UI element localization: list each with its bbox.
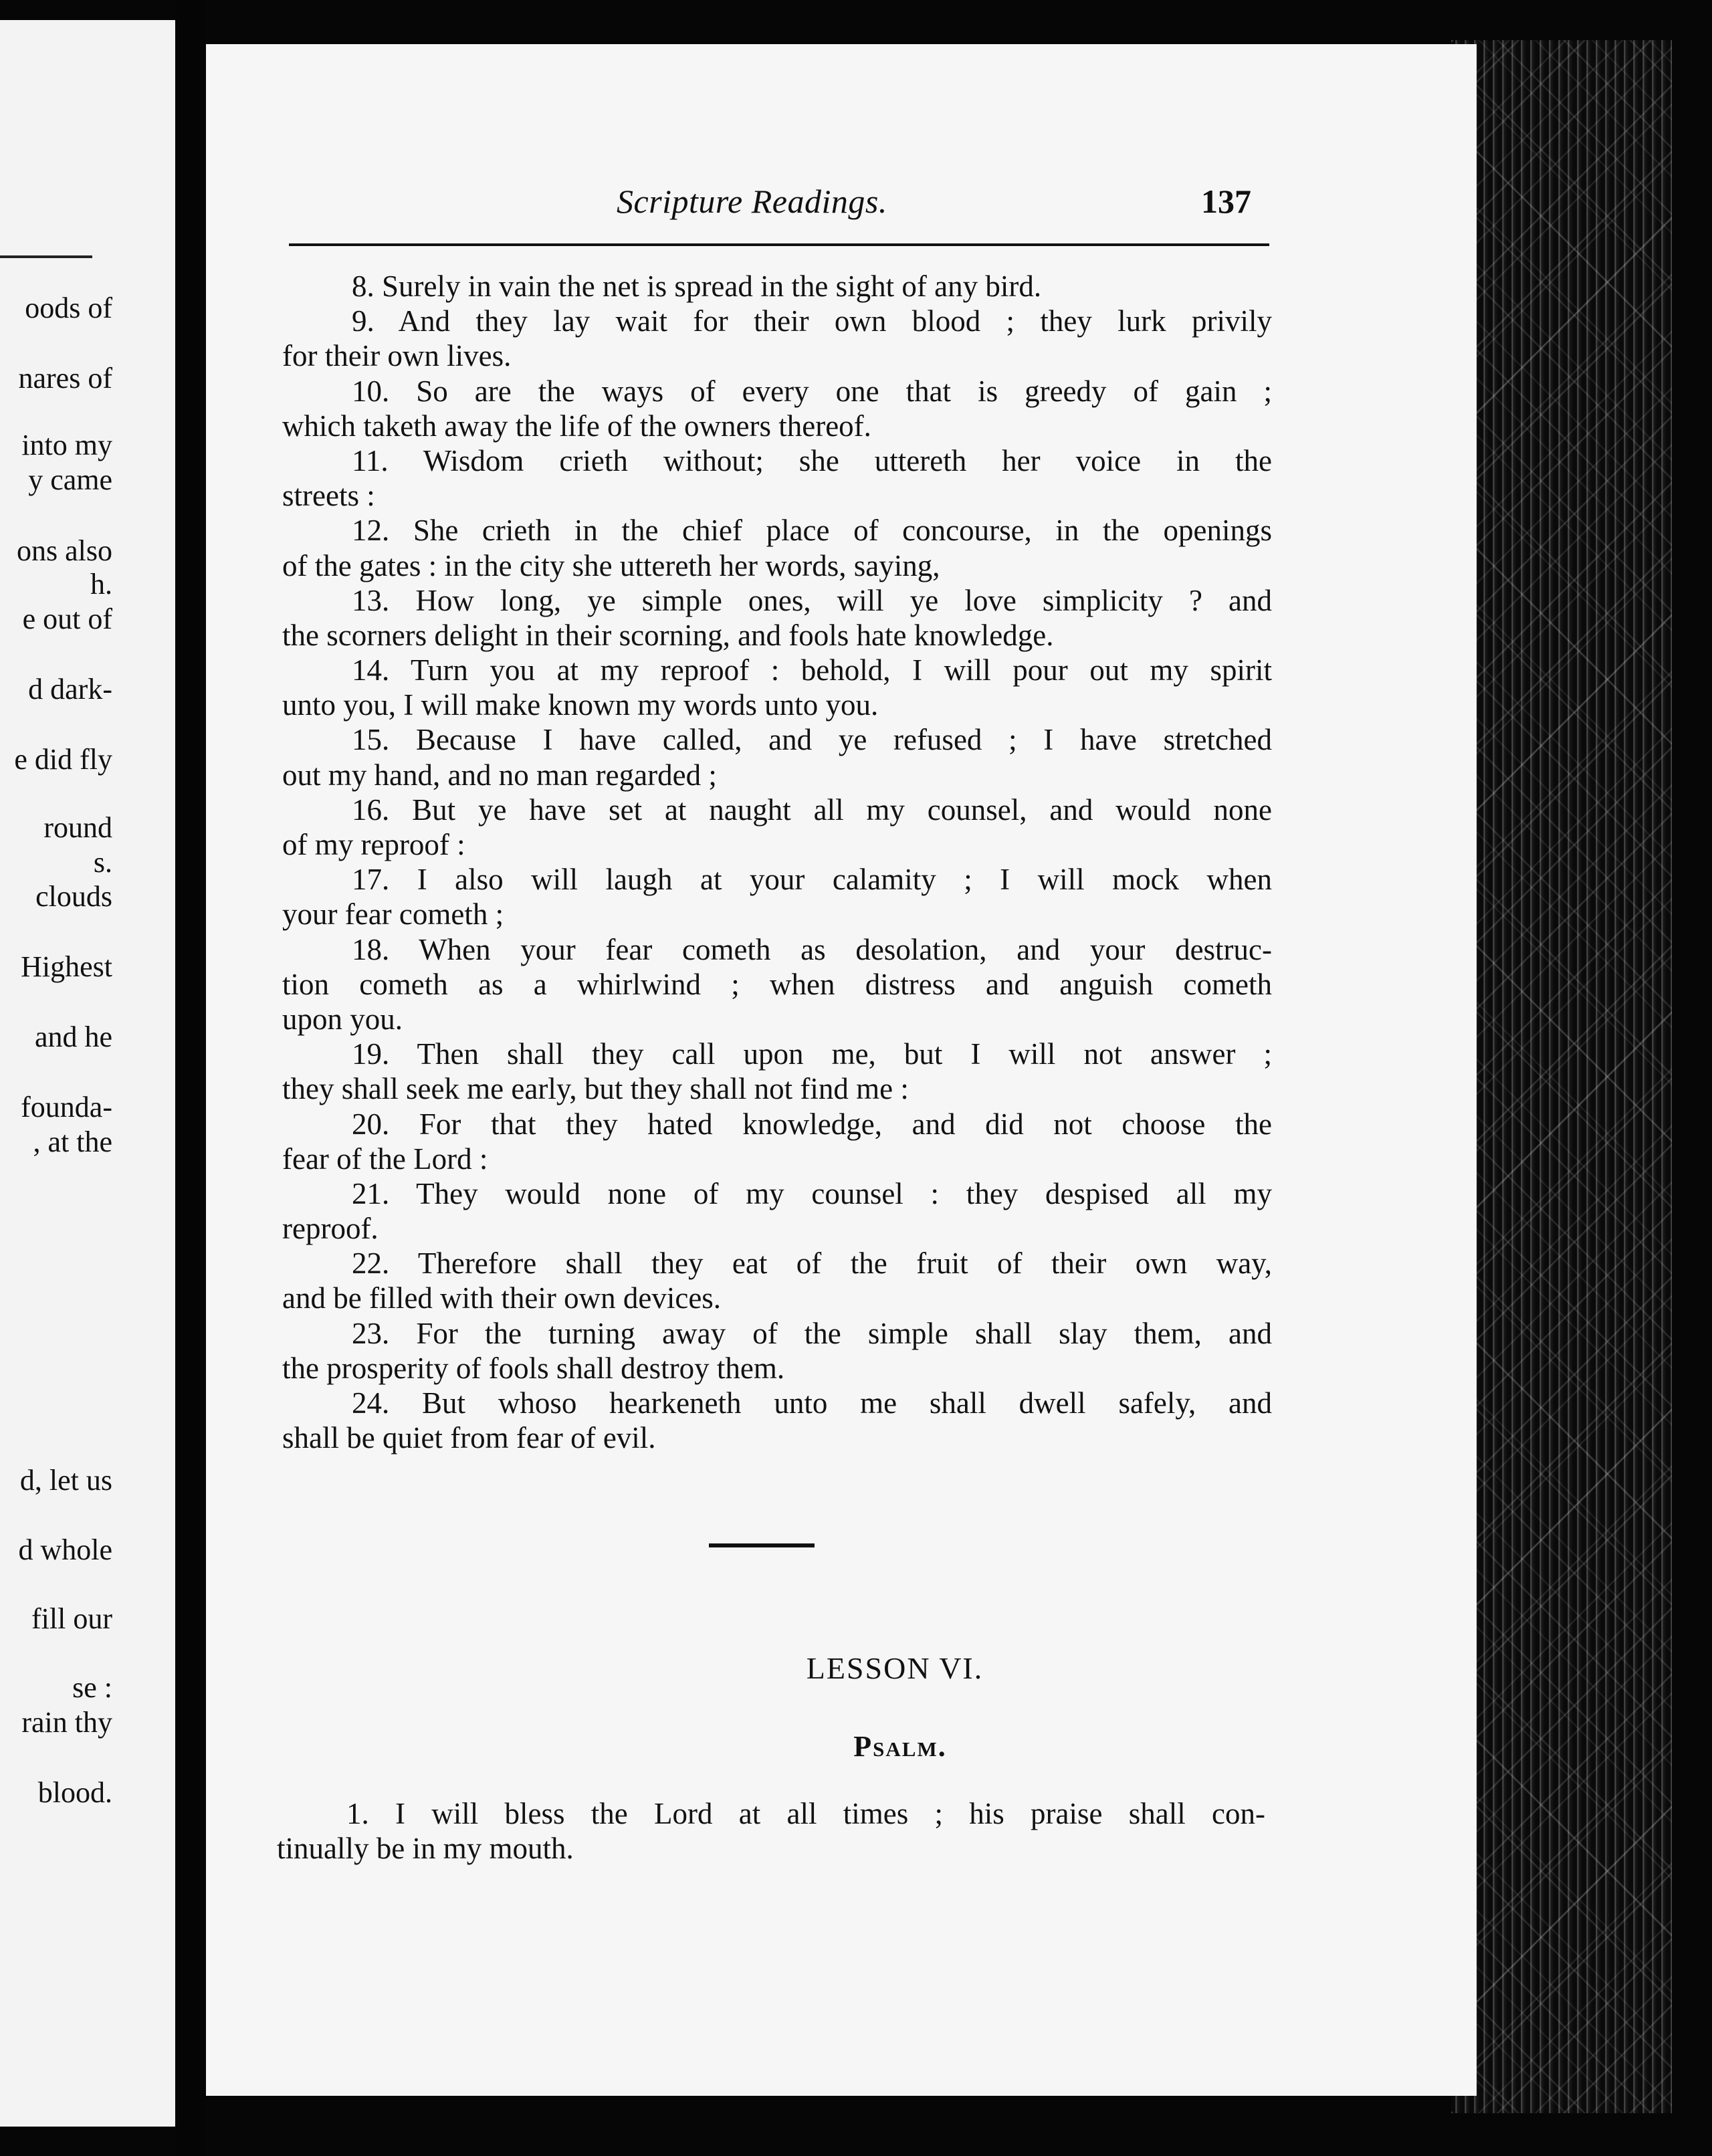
left-page-line: round: [43, 811, 112, 844]
left-page-line: into my: [21, 429, 112, 461]
verse-continuation-line: they shall seek me early, but they shall not find me :: [282, 1072, 909, 1106]
running-head: Scripture Readings.: [617, 183, 887, 220]
book-gutter: [175, 0, 206, 2156]
verse-continuation-line: streets :: [282, 479, 375, 513]
verse-line: 23. For the turning away of the simple shall slay them, and: [352, 1316, 1272, 1350]
verse-line: 1. I will bless the Lord at all times ; his praise shall con-: [346, 1797, 1265, 1830]
verse-continuation-line: which taketh away the life of the owners thereof.: [282, 409, 871, 443]
verse-continuation-line: shall be quiet from fear of evil.: [282, 1421, 656, 1455]
verse-continuation-line: tion cometh as a whirlwind ; when distress and anguish cometh: [282, 967, 1272, 1001]
left-page-text: [0, 20, 175, 2127]
left-page-line: ons also: [17, 534, 112, 567]
left-page-line: d dark-: [28, 673, 112, 706]
left-page-line: blood.: [37, 1776, 112, 1809]
verse-continuation-line: your fear cometh ;: [282, 897, 504, 932]
verse-line: 21. They would none of my counsel : they despised all my: [352, 1176, 1272, 1210]
left-page-line: and he: [34, 1020, 112, 1053]
verse-line: 18. When your fear cometh as desolation, and your destruc-: [352, 932, 1272, 966]
verse-continuation-line: unto you, I will make known my words unto you.: [282, 688, 879, 722]
verse-line: 9. And they lay wait for their own blood ; they lurk privily: [352, 304, 1272, 338]
verse-line: 20. For that they hated knowledge, and did not choose the: [352, 1107, 1272, 1141]
verse-continuation-line: upon you.: [282, 1002, 403, 1036]
psalm-text: [277, 1796, 1265, 1866]
left-page-line: nares of: [18, 362, 112, 395]
verse-line: 17. I also will laugh at your calamity ; I will mock when: [352, 863, 1272, 897]
left-page-line: rain thy: [21, 1706, 112, 1739]
verse-line: 13. How long, ye simple ones, will ye love simplicity ? and: [352, 583, 1272, 617]
left-page-line: Highest: [21, 950, 112, 983]
verse-continuation-line: reproof.: [282, 1212, 379, 1246]
verse-continuation-line: of the gates : in the city she uttereth her words, saying,: [282, 548, 940, 582]
section-divider: [709, 1543, 815, 1547]
verse-line: 19. Then shall they call upon me, but I will not answer ;: [352, 1037, 1272, 1071]
header-rule: [289, 243, 1269, 246]
verse-continuation-line: fear of the Lord :: [282, 1142, 488, 1176]
verse-line: 22. Therefore shall they eat of the fruit of their own way,: [352, 1247, 1272, 1281]
left-page-line: fill our: [31, 1602, 112, 1635]
verse-line: 14. Turn you at my reproof : behold, I will pour out my spirit: [352, 653, 1272, 687]
left-page-line: clouds: [35, 880, 112, 913]
left-page-line: , at the: [33, 1125, 112, 1158]
left-page-line: founda-: [21, 1091, 112, 1123]
page-edges-texture: [1451, 40, 1672, 2113]
verse-continuation-line: for their own lives.: [282, 339, 512, 373]
verse-continuation-line: and be filled with their own devices.: [282, 1281, 722, 1315]
left-page-line: s.: [93, 846, 112, 879]
verse-line: 10. So are the ways of every one that is greedy of gain ;: [352, 374, 1272, 408]
page-number: 137: [1201, 183, 1251, 220]
left-page-line: se :: [72, 1671, 112, 1704]
left-page-line: e out of: [22, 603, 112, 635]
verse-line: 24. But whoso hearkeneth unto me shall dwell safely, and: [352, 1386, 1272, 1420]
lesson-heading: LESSON VI.: [806, 1651, 984, 1685]
left-facing-page: [0, 20, 175, 2127]
left-page-line: h.: [90, 568, 112, 601]
verse-continuation-line: of my reproof :: [282, 828, 465, 861]
verse-continuation-line: the prosperity of fools shall destroy them.: [282, 1351, 785, 1385]
scripture-text: [282, 269, 1272, 1455]
left-page-line: d whole: [18, 1533, 112, 1566]
verse-line: 11. Wisdom crieth without; she uttereth her voice in the: [352, 443, 1272, 477]
verse-continuation-line: out my hand, and no man regarded ;: [282, 758, 717, 792]
psalm-heading: Psalm.: [853, 1730, 947, 1763]
verse-continuation-line: tinually be in my mouth.: [277, 1832, 574, 1866]
verse-line: 8. Surely in vain the net is spread in the sight of any bird.: [352, 270, 1042, 303]
verse-line: 12. She crieth in the chief place of concourse, in the openings: [352, 514, 1272, 548]
verse-line: 16. But ye have set at naught all my counsel, and would none: [352, 792, 1272, 827]
left-page-line: e did fly: [14, 743, 112, 776]
verse-line: 15. Because I have called, and ye refused ; I have stretched: [352, 723, 1272, 757]
main-page: [206, 44, 1477, 2096]
left-page-line: d, let us: [19, 1464, 112, 1497]
left-page-line: oods of: [25, 292, 112, 324]
verse-continuation-line: the scorners delight in their scorning, and fools hate knowledge.: [282, 618, 1054, 652]
left-page-line: y came: [28, 463, 112, 496]
